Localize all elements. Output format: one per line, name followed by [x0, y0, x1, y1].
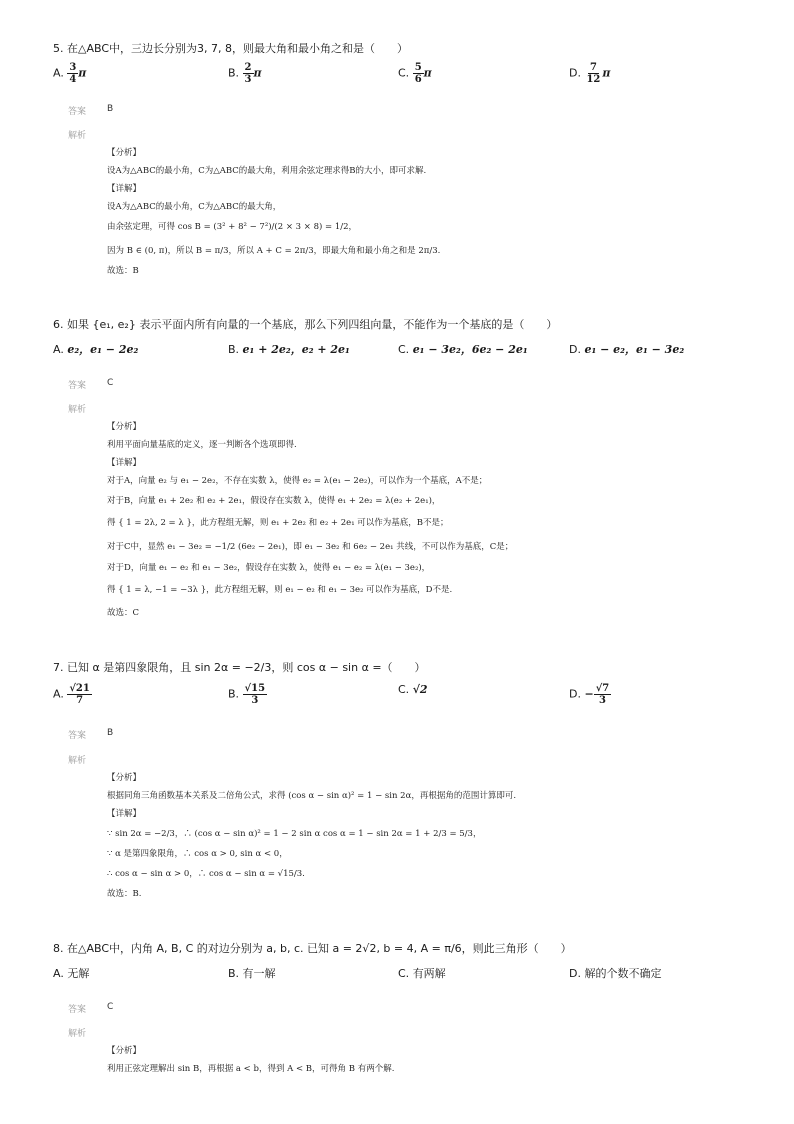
answer-value: C: [107, 1002, 114, 1012]
explanation-line: ∵ sin 2α = −2/3，∴ (cos α − sin α)² = 1 − 2 sin α cos α = 1 − sin 2α = 1 + 2/3 = 5/3，: [107, 829, 482, 839]
q5-stem: 5. 在△ABC中，三边长分别为3, 7, 8，则最大角和最小角之和是（ ）: [53, 42, 408, 55]
q6-stem: 6. 如果 {e₁, e₂} 表示平面内所有向量的一个基底，那么下列四组向量，不能作为一个基底的是（ ）: [53, 318, 558, 331]
q8-option-a[interactable]: A. 无解: [53, 967, 90, 980]
answer-value: B: [107, 728, 114, 738]
explanation-line: 【详解】: [107, 458, 142, 468]
q7-option-d[interactable]: D. − $\frac{√7}{3}$: [569, 683, 610, 706]
analysis-label: 解析: [68, 756, 87, 766]
explanation-line: 对于C中，显然 e₁ − 3e₂ = −1/2 (6e₂ − 2e₁)，即 e₁ − 3e₂ 和 6e₂ − 2e₁ 共线，不可以作为基底，C是；: [107, 542, 514, 552]
q6-option-c[interactable]: C. e₁ − 3e₂，6e₂ − 2e₁: [398, 343, 528, 356]
q6-options: [53, 341, 753, 365]
explanation-line: 设A为△ABC的最小角，C为△ABC的最大角，利用余弦定理求得B的大小，即可求解.: [107, 166, 427, 176]
q7-option-a[interactable]: A. $\frac{√21}{7}$: [53, 683, 90, 706]
explanation-line: 【详解】: [107, 809, 142, 819]
analysis-label: 解析: [68, 405, 87, 415]
q6-option-b[interactable]: B. e₁ + 2e₂，e₂ + 2e₁: [228, 343, 350, 356]
answer-label: 答案: [68, 107, 87, 117]
q7-option-c[interactable]: C. √2: [398, 683, 428, 696]
explanation-line: 利用平面向量基底的定义，逐一判断各个选项即得.: [107, 440, 297, 450]
fraction: $\frac{√15}{3}$: [244, 683, 266, 706]
explanation-line: 因为 B ∈ (0, π)，所以 B = π/3，所以 A + C = 2π/3，即最大角和最小角之和是 2π/3.: [107, 246, 441, 256]
answer-label: 答案: [68, 731, 87, 741]
analysis-label: 解析: [68, 131, 87, 141]
q7-option-b[interactable]: B. $\frac{√15}{3}$: [228, 683, 266, 706]
fraction: $\frac{7}{12}$: [586, 62, 601, 85]
q8-explanation: [107, 1044, 707, 1084]
q7-explanation: [107, 771, 707, 901]
q8-stem: 8. 在△ABC中，内角 A, B, C 的对边分别为 a, b, c. 已知 a = 2√2, b = 4, A = π/6，则此三角形（ ）: [53, 942, 572, 955]
explanation-line: 对于D，向量 e₁ − e₂ 和 e₁ − 3e₂，假设存在实数 λ，使得 e₁ − e₂ = λ(e₁ − 3e₂)，: [107, 563, 431, 573]
explanation-line: 【分析】: [107, 773, 142, 783]
q5-explanation: [107, 146, 707, 276]
q5-options: [53, 62, 753, 86]
fraction: $\frac{5}{6}$: [414, 62, 422, 85]
q8-option-c[interactable]: C. 有两解: [398, 967, 446, 980]
answer-label: 答案: [68, 381, 87, 391]
explanation-line: 【详解】: [107, 184, 142, 194]
fraction: $\frac{√21}{7}$: [69, 683, 90, 706]
q6-option-a[interactable]: A. e₂，e₁ − 2e₂: [53, 343, 139, 356]
explanation-line: 设A为△ABC的最小角，C为△ABC的最大角，: [107, 202, 282, 212]
fraction: $\frac{2}{3}$: [244, 62, 252, 85]
explanation-line: 故选：C: [107, 608, 140, 618]
explanation-line: 【分析】: [107, 1046, 142, 1056]
analysis-label: 解析: [68, 1029, 87, 1039]
q7-stem: 7. 已知 α 是第四象限角，且 sin 2α = −2/3，则 cos α − sin α =（ ）: [53, 661, 426, 674]
q8-options: [53, 965, 753, 989]
fraction: $\frac{3}{4}$: [69, 62, 77, 85]
q6-explanation: [107, 420, 707, 620]
answer-label: 答案: [68, 1005, 87, 1015]
q7-options: [53, 683, 753, 707]
explanation-line: 【分析】: [107, 148, 142, 158]
explanation-line: 故选：B: [107, 266, 139, 276]
answer-value: C: [107, 378, 114, 388]
explanation-line: ∵ α 是第四象限角，∴ cos α > 0, sin α < 0，: [107, 849, 288, 859]
q5-option-b[interactable]: B. $\frac{2}{3}$ π: [228, 62, 262, 85]
explanation-line: 【分析】: [107, 422, 142, 432]
explanation-line: 故选：B.: [107, 889, 142, 899]
q6-option-d[interactable]: D. e₁ − e₂，e₁ − 3e₂: [569, 343, 685, 356]
explanation-line: 得 { 1 = λ, −1 = −3λ }，此方程组无解，则 e₁ − e₂ 和 e₁ − 3e₂ 可以作为基底，D不是.: [107, 585, 453, 595]
explanation-line: 利用正弦定理解出 sin B，再根据 a < b，得到 A < B，可得角 B 有两个解.: [107, 1064, 395, 1074]
explanation-line: 得 { 1 = 2λ, 2 = λ }，此方程组无解，则 e₁ + 2e₂ 和 e₂ + 2e₁ 可以作为基底，B不是；: [107, 518, 449, 528]
explanation-line: 根据同角三角函数基本关系及二倍角公式，求得 (cos α − sin α)² = 1 − sin 2α，再根据角的范围计算即可.: [107, 791, 517, 801]
q8-option-d[interactable]: D. 解的个数不确定: [569, 967, 662, 980]
q8-option-b[interactable]: B. 有一解: [228, 967, 276, 980]
q5-option-a[interactable]: A. $\frac{3}{4}$ π: [53, 62, 87, 85]
q5-option-d[interactable]: D. $\frac{7}{12}$ π: [569, 62, 611, 85]
explanation-line: ∴ cos α − sin α > 0，∴ cos α − sin α = √15/3.: [107, 869, 305, 879]
answer-value: B: [107, 104, 114, 114]
explanation-line: 对于B，向量 e₁ + 2e₂ 和 e₂ + 2e₁，假设存在实数 λ，使得 e₁ + 2e₂ = λ(e₂ + 2e₁)，: [107, 496, 441, 506]
explanation-line: 对于A，向量 e₂ 与 e₁ − 2e₂，不存在实数 λ，使得 e₂ = λ(e₁ − 2e₂)，可以作为一个基底，A不是；: [107, 476, 488, 486]
explanation-line: 由余弦定理，可得 cos B = (3² + 8² − 7²)/(2 × 3 × 8) = 1/2，: [107, 222, 358, 232]
q5-option-c[interactable]: C. $\frac{5}{6}$ π: [398, 62, 432, 85]
fraction: $\frac{√7}{3}$: [595, 683, 610, 706]
